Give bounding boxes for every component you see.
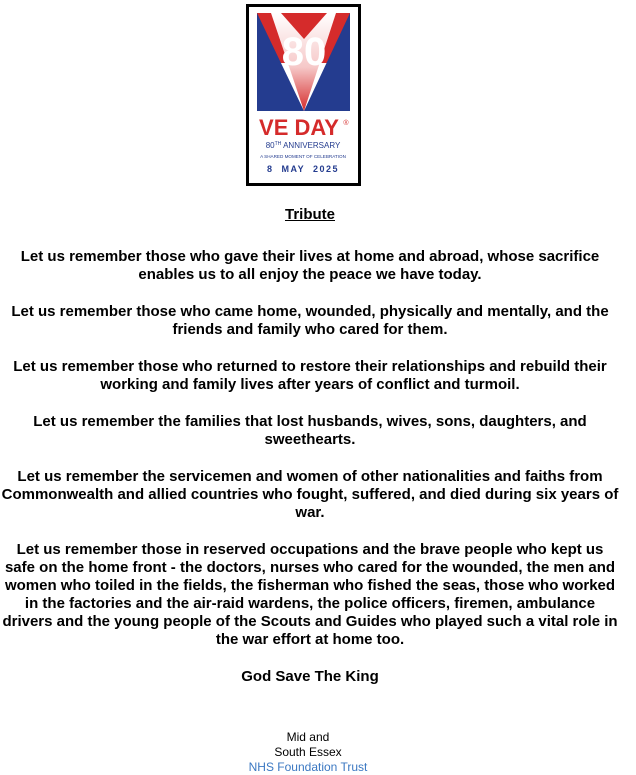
tribute-paragraph: Let us remember those who returned to restore their relationships and rebuild their working and family lives after years of conflict and turmoil. [13,358,607,393]
tribute-paragraph: Let us remember the families that lost husbands, wives, sons, daughters, and sweethearts. [33,413,587,448]
tribute-paragraph: Let us remember those who gave their lives at home and abroad, whose sacrifice enables us to all enjoy the peace we have today. [20,248,600,283]
logo-date: 8 MAY 2025 [266,164,340,174]
nhs-trust-logo [200,730,416,775]
tribute-heading: Tribute [284,206,335,223]
tribute-paragraph: Let us remember the servicemen and women of other nationalities and faiths from Commonwealth and allied countries who fought, suffered, and died during six years of war. [1,468,619,521]
ve-day-logo-graphic [249,7,358,183]
logo-tagline: A SHARED MOMENT OF CELEBRATION [260,154,346,159]
nhs-line-1: Mid and [286,730,330,744]
tribute-paragraph: Let us remember those in reserved occupations and the brave people who kept us safe on the home front - the doctors, nurses who cared for the wounded, the men and women who toiled in the fields, the fisherman who fished the seas, those who worked in the factories and the air-raid wardens, the police officers, firemen, ambulance drivers and the young people of the Scouts and Guides who played such a vital role in the war effort at home too. [2,541,618,648]
nhs-trust-name: NHS Foundation Trust [248,760,368,774]
logo-title: VE DAY [259,115,339,140]
logo-anniversary: 80TH ANNIVERSARY [265,141,341,150]
logo-number: 80 [281,30,327,74]
ve-day-logo [246,4,361,186]
logo-registered-mark: ® [343,120,349,127]
tribute-paragraphs [0,248,620,668]
closing-line: God Save The King [241,668,379,685]
tribute-paragraph: Let us remember those who came home, wounded, physically and mentally, and the friends and family who cared for them. [11,303,609,338]
nhs-line-2: South Essex [274,745,342,759]
